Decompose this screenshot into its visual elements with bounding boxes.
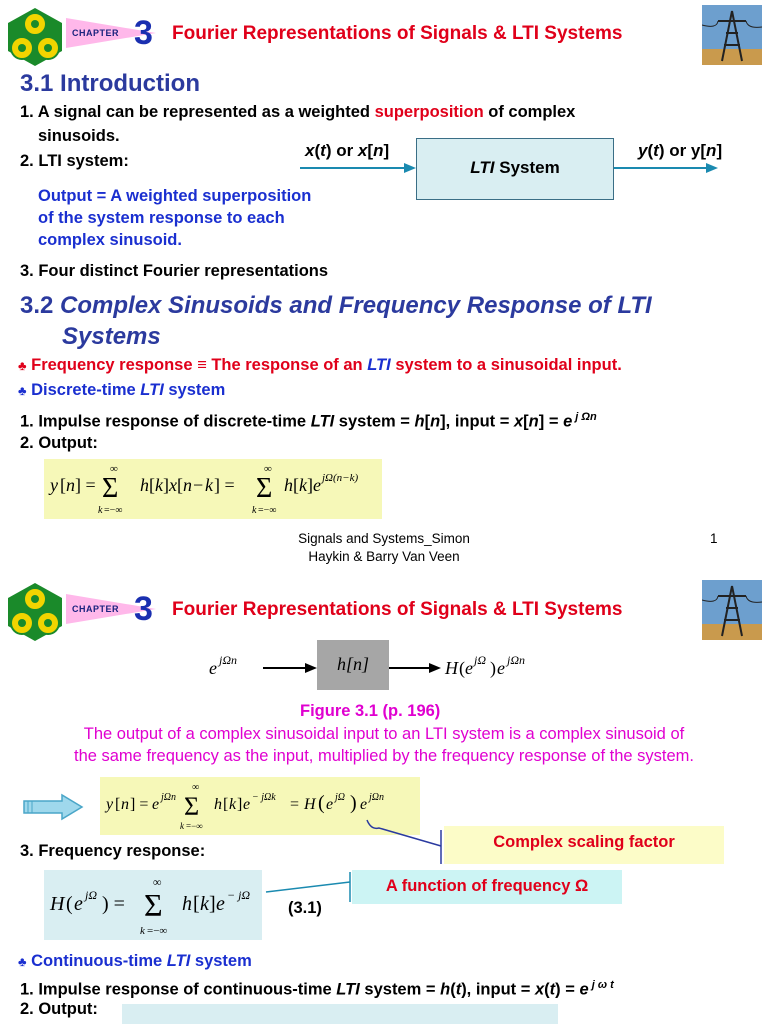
svg-text:jΩ(n−k): jΩ(n−k) <box>322 472 359 484</box>
point-1-cont: sinusoids. <box>38 127 120 145</box>
power-tower-image <box>702 580 762 640</box>
svg-text:h: h <box>284 475 293 495</box>
svg-text:k: k <box>252 505 257 516</box>
svg-text:e: e <box>243 796 251 813</box>
svg-text:h: h <box>182 893 192 915</box>
svg-text:e: e <box>209 658 217 678</box>
svg-text:H: H <box>304 796 316 813</box>
club-icon: ♣ <box>18 954 27 969</box>
svg-text:e: e <box>152 796 160 813</box>
equation-convolution <box>44 459 382 519</box>
point-3: 3. Four distinct Fourier representations <box>20 262 329 280</box>
chapter-number: 3 <box>134 590 153 628</box>
svg-text:Σ: Σ <box>144 887 163 923</box>
equation-3-1 <box>44 870 262 940</box>
page-number: 1 <box>710 531 718 546</box>
svg-text:): ) <box>490 658 496 678</box>
logo <box>4 6 66 68</box>
equation-number: (3.1) <box>288 899 322 917</box>
svg-text:(: ( <box>318 792 325 814</box>
svg-text:jΩn: jΩn <box>219 653 238 667</box>
equation-continuous-partial <box>122 1004 558 1024</box>
svg-text:] =: ] = <box>130 796 149 813</box>
svg-text:]: ] <box>307 475 313 495</box>
svg-text:]: ] <box>209 893 216 915</box>
svg-text:e: e <box>74 893 83 915</box>
lti-system-box: LTI System <box>416 138 614 200</box>
svg-text:jΩ: jΩ <box>85 888 98 902</box>
chapter-number: 3 <box>134 14 153 52</box>
svg-text:]: ] <box>237 796 243 813</box>
svg-text:− jΩk: − jΩk <box>252 792 276 803</box>
svg-text:e: e <box>216 893 225 915</box>
bullet-discrete-time: ♣ Discrete-time LTI system <box>18 381 226 399</box>
logo <box>4 581 66 643</box>
svg-text:k: k <box>140 925 145 937</box>
svg-text:]: ] <box>163 475 169 495</box>
arrow-icon <box>22 793 84 826</box>
svg-text:=−∞: =−∞ <box>186 821 203 831</box>
svg-text:jΩn: jΩn <box>161 792 177 803</box>
svg-text:y: y <box>106 796 114 813</box>
svg-text:H: H <box>445 658 458 678</box>
svg-text:Σ: Σ <box>256 473 273 504</box>
svg-text:∞: ∞ <box>192 782 200 793</box>
bullet-frequency-response: ♣ Frequency response ≡ The response of an LTI system to a sinusoidal input. <box>18 356 622 374</box>
svg-text:Σ: Σ <box>184 792 200 821</box>
power-tower-image <box>702 5 762 65</box>
svg-text:k: k <box>180 821 184 831</box>
svg-text:[: [ <box>223 796 229 813</box>
complex-scaling-factor-box: Complex scaling factor <box>444 826 724 864</box>
frequency-response-label: 3. Frequency response: <box>20 842 206 860</box>
svg-text:=−∞: =−∞ <box>258 505 277 516</box>
svg-text:) =: ) = <box>102 893 125 915</box>
figure-caption: The output of a complex sinusoidal input to an LTI system is a complex sinusoid of the same frequency as the input, multiplied by the frequency response of the system. <box>73 725 694 765</box>
figure-title: Figure 3.1 (p. 196) <box>300 702 441 720</box>
svg-text:jΩ: jΩ <box>474 653 487 667</box>
svg-text:=−∞: =−∞ <box>104 505 123 516</box>
bullet-continuous-time: ♣ Continuous-time LTI system <box>18 952 252 970</box>
svg-text:k: k <box>200 893 209 915</box>
svg-text:[: [ <box>293 475 299 495</box>
svg-text:e: e <box>326 796 334 813</box>
svg-text:[: [ <box>149 475 155 495</box>
output-label-1: 2. Output: <box>20 434 98 452</box>
svg-text:[: [ <box>177 475 183 495</box>
svg-text:jΩn: jΩn <box>369 792 385 803</box>
svg-text:e: e <box>465 658 473 678</box>
output-description: Output = A weighted superposition of the system response to each complex sinusoid. <box>38 187 312 249</box>
svg-text:[: [ <box>193 893 200 915</box>
svg-text:∞: ∞ <box>110 463 118 475</box>
svg-text:∞: ∞ <box>153 875 162 889</box>
impulse-response-continuous: 1. Impulse response of continuous-time LTI system = h(t), input = x(t) = e $^{j \omega t}$ <box>20 979 614 999</box>
svg-text:n: n <box>66 475 75 495</box>
club-icon: ♣ <box>18 358 27 373</box>
svg-text:=−∞: =−∞ <box>147 925 168 937</box>
section-3-1-title: 3.1 Introduction <box>20 70 200 97</box>
header-title: Fourier Representations of Signals & LTI Systems <box>172 23 623 44</box>
point-2: 2. LTI system: <box>20 152 129 170</box>
svg-text:(: ( <box>66 893 73 915</box>
svg-text:k: k <box>299 475 307 495</box>
svg-text:H: H <box>50 893 65 915</box>
output-label-2: 2. Output: <box>20 1000 98 1018</box>
svg-text:jΩ: jΩ <box>335 792 346 803</box>
club-icon: ♣ <box>18 383 27 398</box>
callout-line-1 <box>365 818 447 868</box>
svg-text:− jΩ: − jΩ <box>227 888 251 902</box>
svg-text:] =: ] = <box>214 475 235 495</box>
impulse-response-discrete: 1. Impulse response of discrete-time LTI system = h[n], input = x[n] = e $^{j \Omega n}$ <box>20 411 597 431</box>
svg-text:k: k <box>98 505 103 516</box>
svg-text:): ) <box>350 792 357 814</box>
svg-text:[: [ <box>60 475 66 495</box>
svg-text:jΩn: jΩn <box>507 653 526 667</box>
svg-text:x: x <box>169 475 177 495</box>
svg-text:k: k <box>155 475 163 495</box>
svg-text:n: n <box>121 796 129 813</box>
svg-text:e: e <box>360 796 368 813</box>
svg-text:n: n <box>183 475 192 495</box>
header-title: Fourier Representations of Signals & LTI Systems <box>172 599 623 620</box>
chapter-word: CHAPTER <box>72 604 120 614</box>
svg-text:(: ( <box>459 658 465 678</box>
svg-text:[: [ <box>115 796 121 813</box>
svg-text:=: = <box>290 796 300 813</box>
callout-line-2 <box>262 872 358 904</box>
svg-text:] =: ] = <box>75 475 96 495</box>
chapter-word: CHAPTER <box>72 28 120 38</box>
svg-text:e: e <box>313 475 321 495</box>
section-3-2-title: 3.2 Complex Sinusoids and Frequency Response of LTI Systems <box>20 292 652 350</box>
svg-text:k: k <box>205 475 213 495</box>
diagram-output-label: y(t) or y[n] <box>638 141 723 160</box>
svg-text:h: h <box>140 475 149 495</box>
svg-text:y: y <box>50 475 58 495</box>
svg-text:e: e <box>497 658 505 678</box>
diagram-input-label: x(t) or x[n] <box>305 141 390 160</box>
svg-text:∞: ∞ <box>264 463 272 475</box>
point-1: 1. A signal can be represented as a weighted superposition of complex <box>20 103 576 121</box>
function-of-frequency-box: A function of frequency Ω <box>352 870 622 904</box>
figure-box-label: h[n] <box>336 654 369 674</box>
svg-text:k: k <box>229 796 237 813</box>
svg-text:Σ: Σ <box>102 473 119 504</box>
svg-text:h: h <box>214 796 222 813</box>
svg-text:−: − <box>193 475 204 495</box>
footer-credit: Signals and Systems_Simon Haykin & Barry Van Veen <box>298 531 470 564</box>
